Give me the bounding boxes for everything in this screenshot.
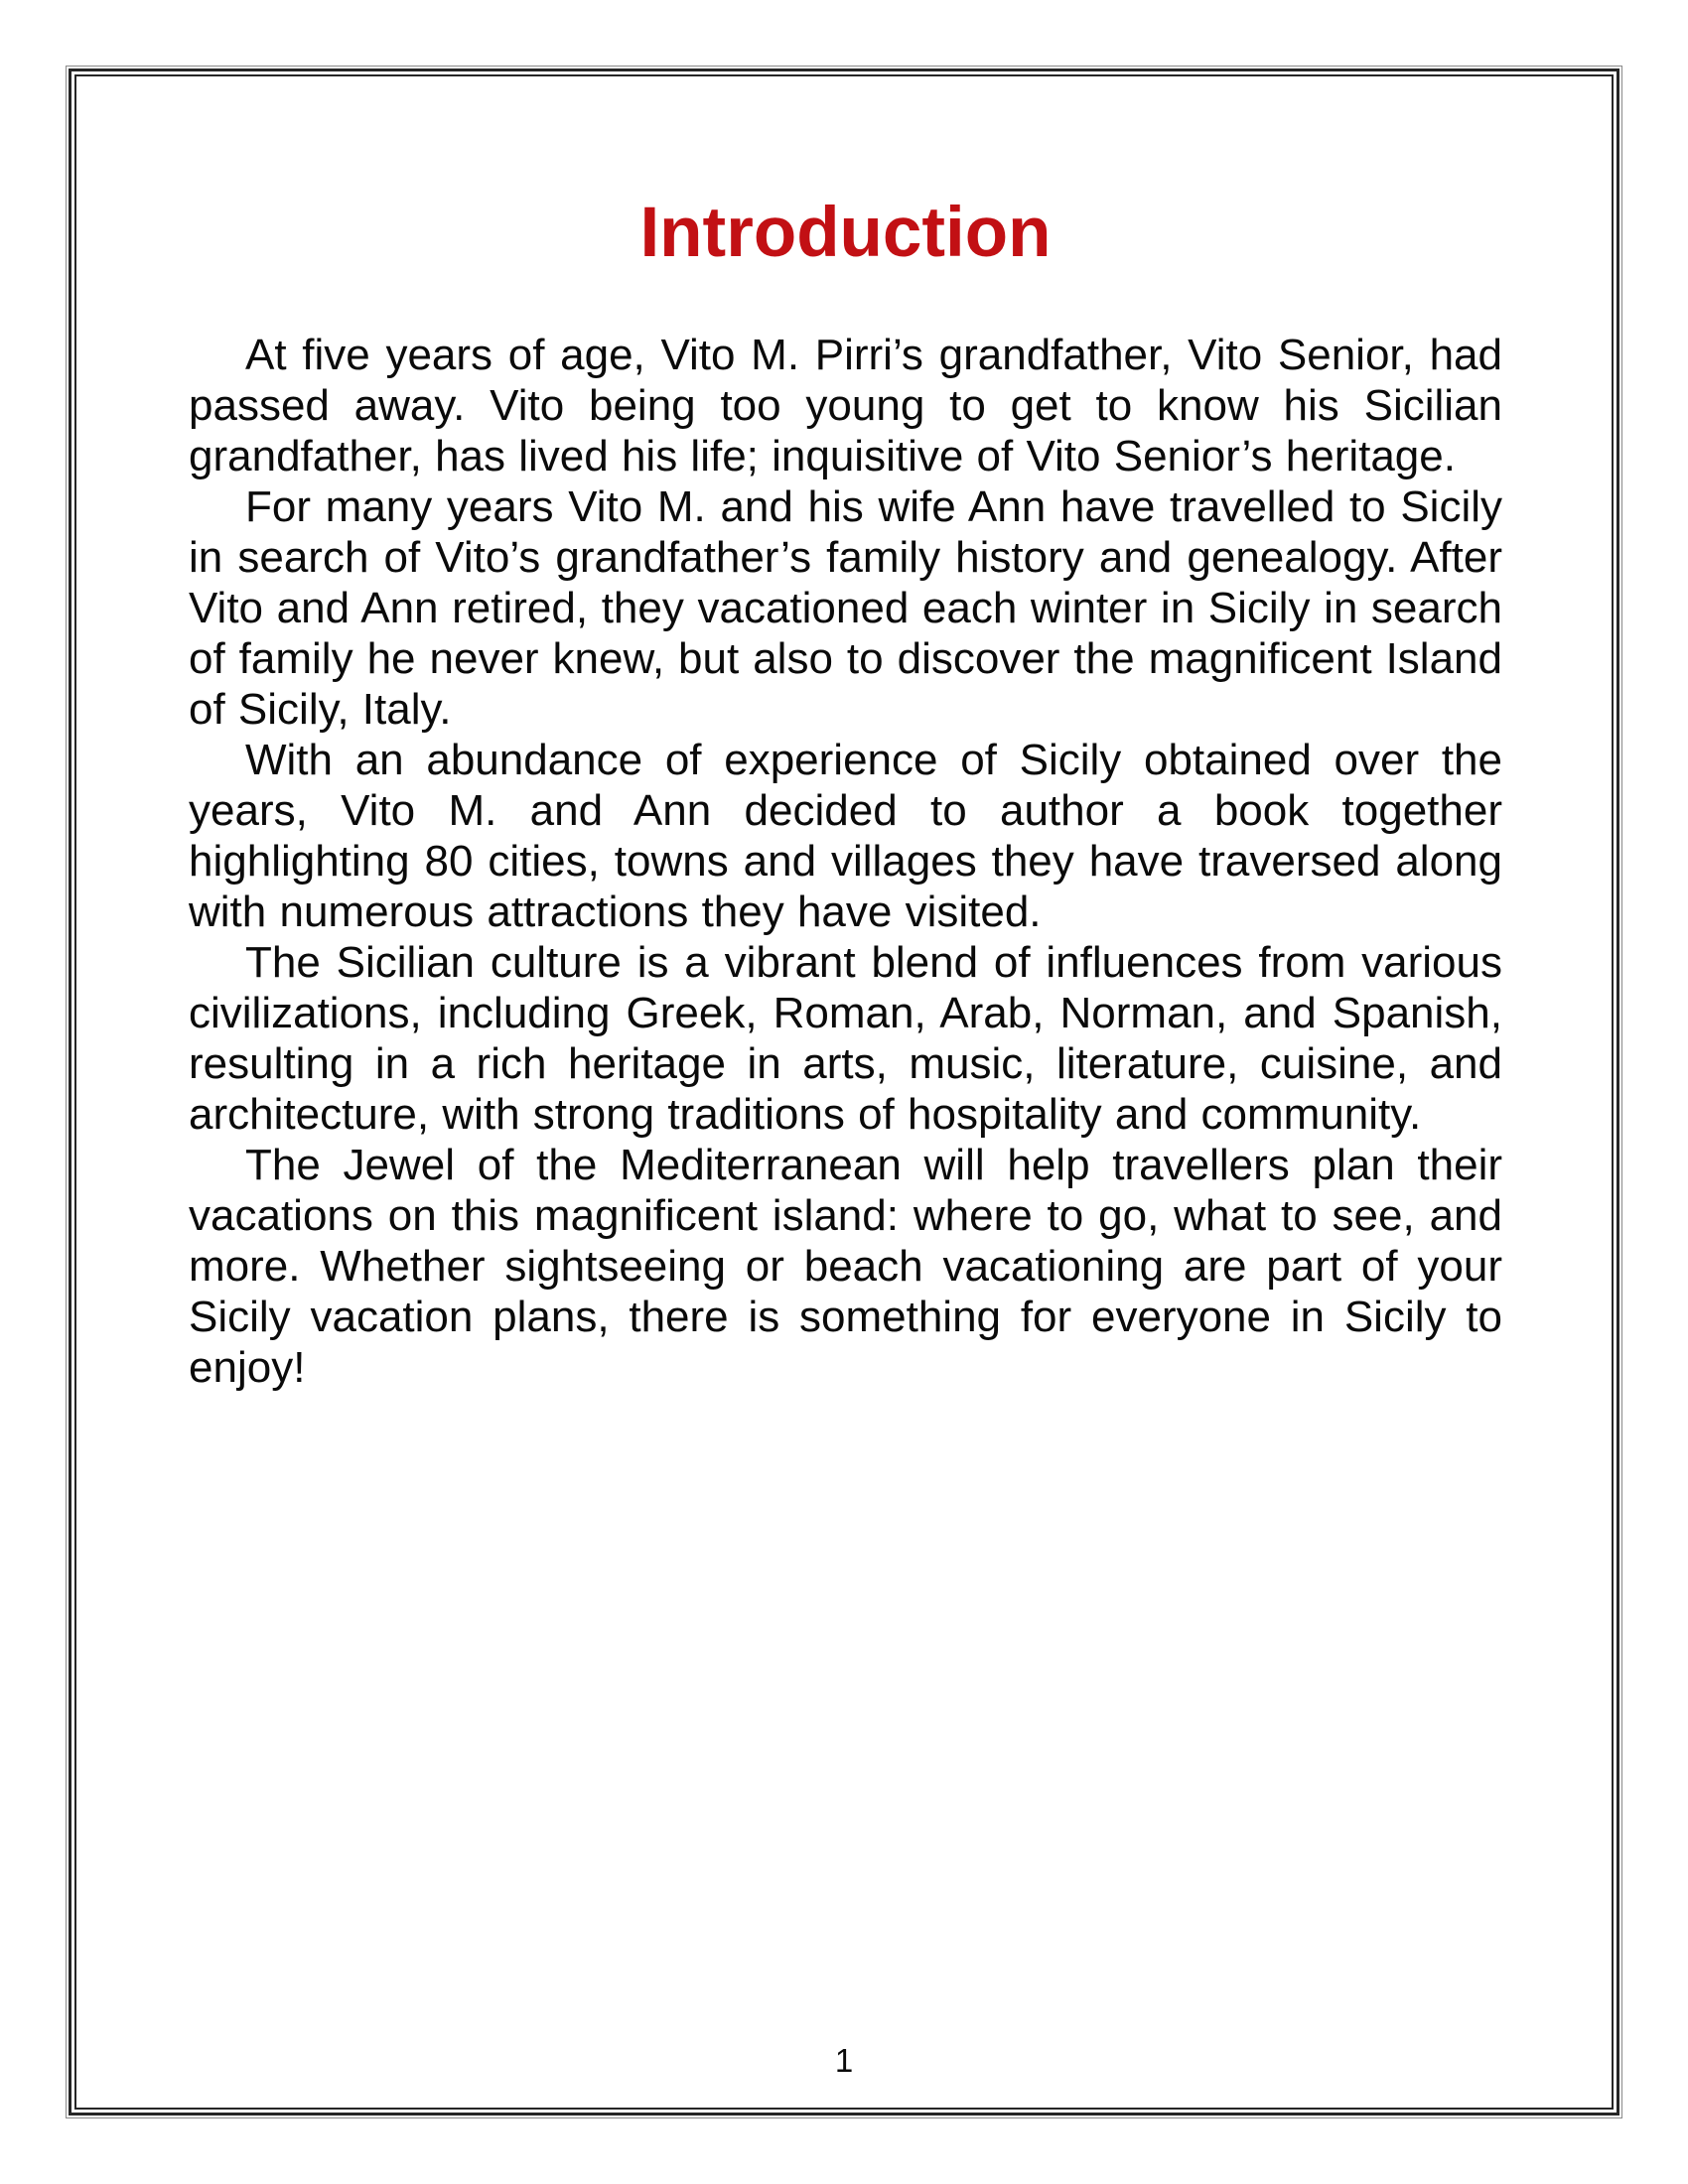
paragraph: The Sicilian culture is a vibrant blend of influences from various civilizations, including Greek, Roman, Arab, Norman, and Spanish, resulting in a rich heritage in arts, music, literature, cuisine, and architecture, with strong traditions of hospitality and community. xyxy=(189,938,1502,1139)
paragraph: At five years of age, Vito M. Pirri’s grandfather, Vito Senior, had passed away. Vito being too young to get to know his Sicilian grandfather, has lived his life; inquisitive of Vito Senior’s heritage. xyxy=(189,331,1502,480)
body-paragraphs xyxy=(189,330,1502,1393)
paragraph: With an abundance of experience of Sicily obtained over the years, Vito M. and Ann decided to author a book together highlighting 80 cities, towns and villages they have traversed along with numerous attractions they have visited. xyxy=(189,736,1502,936)
document-content xyxy=(189,195,1502,1393)
paragraph: The Jewel of the Mediterranean will help travellers plan their vacations on this magnificent island: where to go, what to see, and more. Whether sightseeing or beach vacationing are part of your Sicily vacation plans, there is something for everyone in Sicily to enjoy! xyxy=(189,1141,1502,1392)
paragraph: For many years Vito M. and his wife Ann have travelled to Sicily in search of Vito’s grandfather’s family history and genealogy. After Vito and Ann retired, they vacationed each winter in Sicily in search of family he never knew, but also to discover the magnificent Island of Sicily, Italy. xyxy=(189,482,1502,734)
page-title: Introduction xyxy=(639,194,1052,272)
page-number: 1 xyxy=(834,2042,854,2079)
